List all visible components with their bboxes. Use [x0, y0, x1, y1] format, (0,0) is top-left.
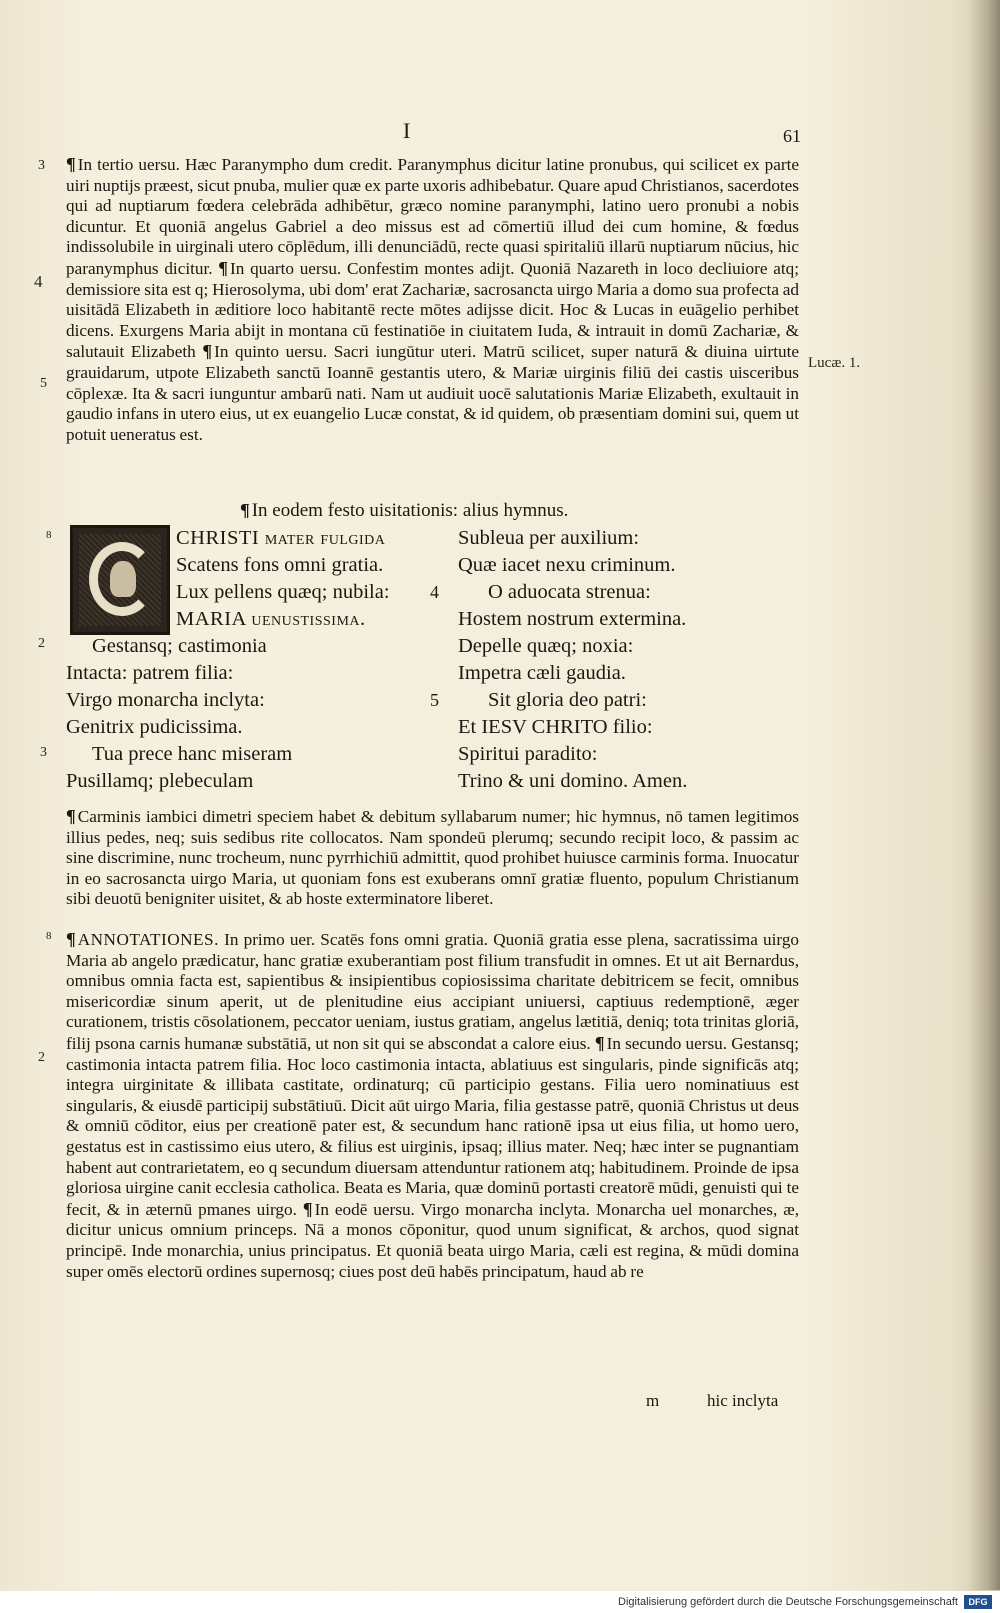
commentary-text: In quarto uersu. Confestim montes adijt. Quoniā Nazareth in loco decliuiore atq; demissiore sita est q; Hierosolyma, ubi dom' erat Zachariæ, sacrosancta uirgo Maria a domo sua profecta ad uisitādā Elizabeth in æditiore loco habitantē recte mōtes adijsse dicit. Hoc & Lucas in euāgelio perhibet dicens. Exurgens Maria abijt in montana cū festinatiōe in ciuitatem Iuda, & intrauit in domū Zachariæ, & salutauit Elizabeth	[66, 258, 799, 362]
catchword-signature: m	[646, 1391, 660, 1410]
hymn-line: Et IESV CHRITO filio:	[458, 716, 653, 738]
margin-number: 2	[38, 636, 45, 651]
commentary-text: In eodē uersu. Virgo monarcha inclyta. Monarcha uel monarches, æ, dicitur unicus omnium princeps. Nā a monos cōponitur, quod unum significat, & archos, quod signat principē. Inde monarchia, unius principatus. Et quoniā beata uirgo Maria, cæli est regina, & mūdi domina super omēs electorū ordines supernosq; ciues post deū habēs principatum, haud ab re	[66, 1199, 799, 1281]
margin-number: 3	[40, 745, 47, 760]
pilcrow-icon: ¶	[66, 929, 76, 949]
commentary-text: In primo uer. Scatēs fons omni gratia. Quoniā gratia esse plena, sacratissima uirgo Maria ab angelo prædicatur, hanc gratiæ exuberantiam post filium transfudit in omnes. Et ut ait Bernardus, omnibus omnia facta est, sapientibus & insipientibus copiosissima charitate debitricem se fecit, omnibus misericordiæ sinum aperit, ut de plenitudine eius accipiant uniuersi, captiuus redemptionē, æger curationem, tristis cōsolationem, peccator ueniam, iustus gratiam, angelus lætitiā, deniq; tota trinitas gloriā, filij psona carnis humanæ substātiā, ut non sit qui se abscondat a calore eius.	[66, 930, 799, 1053]
pilcrow-icon: ¶	[202, 341, 213, 362]
commentary-text: Carminis iambici dimetri speciem habet & debitum syllabarum numer; hic hymnus, nō tamen legitimos illius pedes, neq; suis sedibus rite collocatos. Nam spondeū plerumq; secundo recipit loco, & passim ac sine discrimine, nunc trocheum, nunc pyrrhichiū admittit, quod prohibet huiusce carminis forma. Inuocatur in eo sacrosancta uirgo Maria, ut quoniam fons est exuberans omnī gratiæ fluento, populum Christianum sibi deuotū benigniter uisitet, & ab hoste exterminatore liberet.	[66, 807, 799, 909]
folio-number: 61	[783, 126, 801, 146]
margin-number: 4	[34, 272, 43, 291]
footer-credit: Digitalisierung gefördert durch die Deutsche Forschungsgemeinschaft	[618, 1596, 958, 1608]
hymn-line: Lux pellens quæq; nubila:	[176, 581, 390, 603]
margin-number: 8	[46, 529, 52, 541]
commentary-block-3	[66, 929, 799, 1385]
commentary-text: In quinto uersu. Sacri iungūtur uteri. Matrū scilicet, super naturā & diuina uirtute grauidarum, utpote Elizabeth sanctū Ioannē gestantis utero, & Mariæ uirginis filiū dei castis uisceribus cōplexæ. Ita & sacri iunguntur ambarū nati. Nam ut audiuit uocē salutationis Mariæ Elizabeth, exultauit in gaudio infans in utero eius, ut ex euangelio Lucæ constat, & id quidem, ob præsentiam domini sui, quem ut potuit ueneratus est.	[66, 342, 799, 444]
hymn-line: Intacta: patrem filia:	[66, 662, 234, 684]
margin-gloss: Lucæ. 1.	[808, 355, 861, 371]
commentary-block-1	[66, 154, 799, 500]
commentary-block-2	[66, 806, 799, 924]
hymn-line: Virgo monarcha inclyta:	[66, 689, 265, 711]
hymn-line: Impetra cæli gaudia.	[458, 662, 626, 684]
margin-number: 2	[38, 1050, 45, 1065]
pilcrow-icon: ¶	[218, 257, 229, 278]
hymn-line: Genitrix pudicissima.	[66, 716, 243, 738]
pilcrow-icon: ¶	[594, 1032, 605, 1053]
page-edge	[970, 0, 1000, 1590]
hymn-line: CHRISTI mater fulgida	[176, 527, 386, 549]
hymn-heading: ¶ In eodem festo uisitationis: alius hymnus.	[240, 500, 569, 521]
hymn-line: Depelle quæq; noxia:	[458, 635, 634, 657]
hymn-line: Trino & uni domino. Amen.	[458, 770, 688, 792]
pilcrow-icon: ¶	[302, 1198, 313, 1219]
hymn-line: Spiritui paradito:	[458, 743, 598, 765]
hymn-line: MARIA uenustissima.	[176, 608, 366, 630]
hymn-line: Subleua per auxilium:	[458, 527, 640, 549]
commentary-text: In tertio uersu. Hæc Paranympho dum credit. Paranymphus dicitur latine pronubus, qui scilicet ex parte uiri nuptijs præest, sicut pnuba, mulier quæ ex parte uxoris adhibebatur. Quare apud Christianos, sacerdotes qui ad nuptiarum fœdera celebrāda adhibētur, græco nomine paranymphi, latino uero pronubi a nobis dicuntur. Et quoniā angelus Gabriel a deo missus est ad cōmertiū illud dei cum homine, & fœdus indissolubile in uirginali utero cōplēdum, illi denunciādū, recte quasi spiritaliū illarū nuptiarum nūcius, hic paranymphus dicitur.	[66, 155, 799, 278]
hymn-line: Scatens fons omni gratia.	[176, 554, 384, 576]
stanza-number: 5	[430, 690, 439, 710]
hymn-line: Gestansq; castimonia	[92, 635, 267, 657]
hymn-line: Tua prece hanc miseram	[92, 743, 293, 765]
pilcrow-icon: ¶	[66, 154, 76, 174]
section-label: ANNOTATIONES.	[77, 930, 219, 949]
margin-number: 3	[38, 158, 45, 173]
pilcrow-icon: ¶	[66, 806, 76, 826]
hymn-line: Quæ iacet nexu criminum.	[458, 554, 676, 576]
hymn-line: Hostem nostrum extermina.	[458, 608, 687, 630]
margin-number: 5	[40, 376, 47, 391]
catchword: hic inclyta	[707, 1391, 779, 1410]
dfg-logo-icon: DFG	[964, 1595, 992, 1609]
stanza-number: 4	[430, 582, 439, 602]
hymn-line: Sit gloria deo patri:	[488, 689, 647, 711]
commentary-text: In secundo uersu. Gestansq; castimonia intacta patrem filia. Hoc loco castimonia intacta, ablatiuus est singularis, pinde significās atq; integra uirginitate & illibata castitate, ordinaturq; cū participio gestans. Filia uero nominatiuus est singularis, & eiusdē participij substātiuū. Dicit aūt uirgo Maria, filia gestasse patrē, quoniā Christus ut deus & omniū cōditor, eius per creationē pater est, & secundum hanc rationē ipsa ut eius filia, ut homo uero, gestatus est in castissimo eius utero, & filius est uirginis, ipsaq; illius mater. Neq; hæc inter se pugnantiam habent aut contrarietatem, eo q secundum diuersam attenduntur rationem atq; habitudinem. Proinde de ipsa gloriosa uirgine canit ecclesia catholica. Beata es Maria, quæ dominū portasti creatorē mūdi, genuisti qui te fecit, & in æternū pmanes uirgo.	[66, 1033, 799, 1219]
hymn-line: Pusillamq; plebeculam	[66, 770, 254, 792]
signature-mark: I	[403, 118, 411, 143]
pilcrow-icon: ¶	[240, 500, 250, 520]
decorated-initial-icon	[70, 525, 170, 635]
hymn-line: O aduocata strenua:	[488, 581, 651, 603]
margin-number: 8	[46, 930, 52, 942]
footer-bar	[0, 1591, 1000, 1613]
